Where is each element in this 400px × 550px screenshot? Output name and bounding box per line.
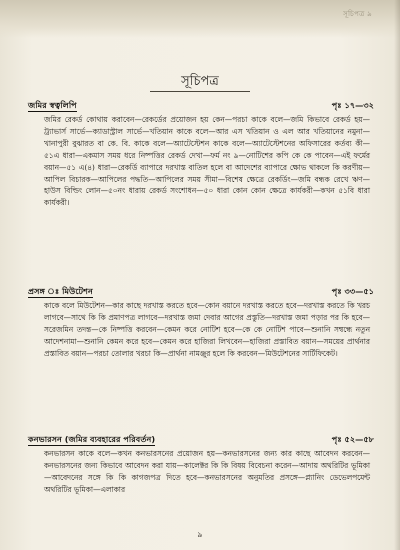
running-header-ghost: সূচিপত্র ৯	[343, 10, 372, 18]
page-title: সূচিপত্র	[181, 74, 219, 89]
section-title-2: প্রসঙ্গ ঃ মিউটেশন	[28, 286, 93, 296]
page-number: ৯	[197, 530, 203, 539]
section-body-2: কাকে বলে মিউটেশন—কার কাছে দরখাস্ত করতে হবে—কোন বয়ানে দরখাস্ত করতে হবে—দরখাস্ত করতে কি খরচ লাগবে—সাথে কি কি প্রমাণপত্র লাগবে—দরখাস্ত জমা দেবার আগের প্রস্তুতি—দরখাস্ত জমা পড়ার পর কি হবে—সরেজমিন তদন্ত—কে নিষ্পত্তি করবেন—কেমন করে নোটিশ হবে—কে কে নোটিশ পাবে—শুনানি সম্বন্ধে নতুন আদেশনামা—শুনানি কেমন করে হবে—কেমন করে হাজিরা লিখবেন—হাজিরা প্রস্তাবিত বয়ান—সময়ের প্রার্থনার প্রস্তাবিত বয়ান—পরচা তোলার খরচা কি—প্রার্থনা নামঞ্জুর হলে কি করবেন—মিউটেশনের সার্টিফিকেট।	[44, 301, 370, 358]
previous-page-strip	[0, 0, 400, 38]
section-pages-3: পৃঃ ৫২—৫৮	[331, 434, 374, 444]
section-pages-1: পৃঃ ১৭—৩২	[331, 100, 374, 110]
section-heading-1	[28, 100, 374, 112]
section-pages-2: পৃঃ ৩৩—৫১	[331, 286, 374, 296]
section-body-3: কনভারসন কাকে বলে—কখন কনভারসনের প্রয়োজন হয়—কনভারসনের জন্য কার কাছে আবেদন করবেন—কনভারসনের জন্য কিভাবে আবেদন করা যায়—কালেক্টর কি কি বিষয় বিবেচনা করেন—আদায় অথরিটির ভূমিকা—আবেদনের সঙ্গে কি কি কাগজপত্র দিতে হবে—কনভারসনের অনুমতির প্রসঙ্গে—প্ল্যানিং ডেভেলপমেন্ট অথরিটির ভূমিকা—এলাকার	[44, 449, 370, 494]
section-heading-3	[28, 434, 374, 446]
page-edge-shadow	[394, 0, 400, 550]
title-underline	[150, 91, 250, 92]
section-heading-2	[28, 286, 374, 298]
section-body-1: জমির রেকর্ড কোথায় করাবেন—রেকর্ডের প্রয়োজন হয় কেন—পরচা কাকে বলে—জমি কিভাবে রেকর্ড হয়—ট্র্যাভার্স সার্ভে—ক্যাডাস্ট্রাল সার্ভে—খতিয়ান কাকে বলে—আর এস খতিয়ান ও এল আর খতিয়ানের নমুনা—খানাপুরী বুঝারত বা কে. বি. কাকে বলে—অ্যাটেস্টেশন কাকে বলে—অ্যাটেস্টেশনের অফিসারের কর্তব্য কী—৫১এ ধারা—একমাস সময় ধরে নিষ্পত্তির রেকর্ড দেখা—ফর্ম নং ৯—নোটিশের কপি কে কে পাবেন—এই ফর্মের বয়ান—৫১ এ(৪) ধারা—রেকর্ডি ব্যাপারে দরখাস্ত বাতিল হলে বা আদেশের ব্যাপারে ক্ষোভ থাকলে কি করণীয়—আপিল বিচারক—আপিলের পদ্ধতি—আপিলের সময় সীমা—বিশেষ ক্ষেত্রে রেকর্ডিং—জমি বন্ধক রেখে ঋণ—হাউস বিল্ডিং লোন—৫০নং ধারায় রেকর্ড সংশোধন—৫০ ধারা কোন কোন ক্ষেত্রে কার্যকরী—কখন ৫১বি ধারা কার্যকরী।	[44, 115, 370, 208]
section-title-1: জমির স্বত্বলিপি	[28, 100, 77, 110]
section-title-3: কনভারসন (জমির ব্যবহারের পরিবর্তন)	[28, 434, 156, 444]
